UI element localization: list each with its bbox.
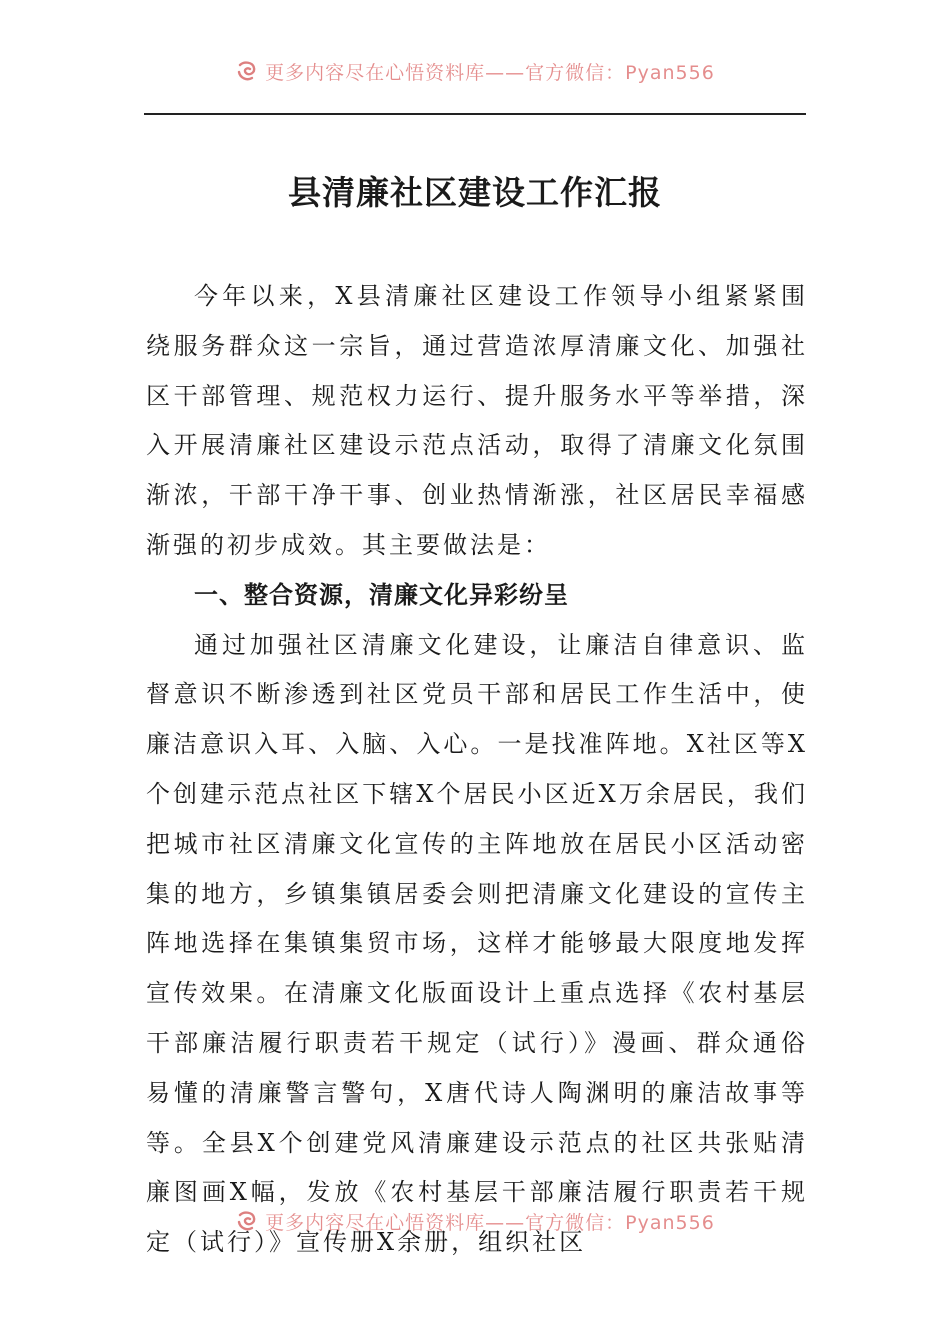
document-body bbox=[146, 272, 808, 1268]
document-title: 县清廉社区建设工作汇报 bbox=[288, 173, 662, 212]
section-heading: 一、整合资源，清廉文化异彩纷呈 bbox=[194, 580, 569, 609]
intro-paragraph: 今年以来，X县清廉社区建设工作领导小组紧紧围绕服务群众这一宗旨，通过营造浓厚清廉文化、加强社区干部管理、规范权力运行、提升服务水平等举措，深入开展清廉社区建设示范点活动，取得了清廉文化氛围渐浓，干部干净干事、创业热情渐涨，社区居民幸福感渐强的初步成效。其主要做法是： bbox=[146, 282, 808, 559]
swirl-logo-icon bbox=[235, 59, 259, 83]
watermark-footer bbox=[0, 1206, 950, 1236]
watermark-text: 更多内容尽在心悟资料库——官方微信：Pyan556 bbox=[265, 61, 715, 84]
watermark-header bbox=[0, 56, 950, 86]
swirl-logo-icon bbox=[235, 1209, 259, 1233]
section-paragraph: 通过加强社区清廉文化建设，让廉洁自律意识、监督意识不断渗透到社区党员干部和居民工作生活中，使廉洁意识入耳、入脑、入心。一是找准阵地。X社区等X个创建示范点社区下辖X个居民小区近X万余居民，我们把城市社区清廉文化宣传的主阵地放在居民小区活动密集的地方，乡镇集镇居委会则把清廉文化建设的宣传主阵地选择在集镇集贸市场，这样才能够最大限度地发挥宣传效果。在清廉文化版面设计上重点选择《农村基层干部廉洁履行职责若干规定（试行）》漫画、群众通俗易懂的清廉警言警句，X唐代诗人陶渊明的廉洁故事等等。全县X个创建党风清廉建设示范点的社区共张贴清廉图画X幅，发放《农村基层干部廉洁履行职责若干规定（试行）》宣传册X余册，组织社区 bbox=[146, 630, 808, 1257]
header-rule bbox=[144, 113, 806, 115]
watermark-text: 更多内容尽在心悟资料库——官方微信：Pyan556 bbox=[265, 1211, 715, 1234]
